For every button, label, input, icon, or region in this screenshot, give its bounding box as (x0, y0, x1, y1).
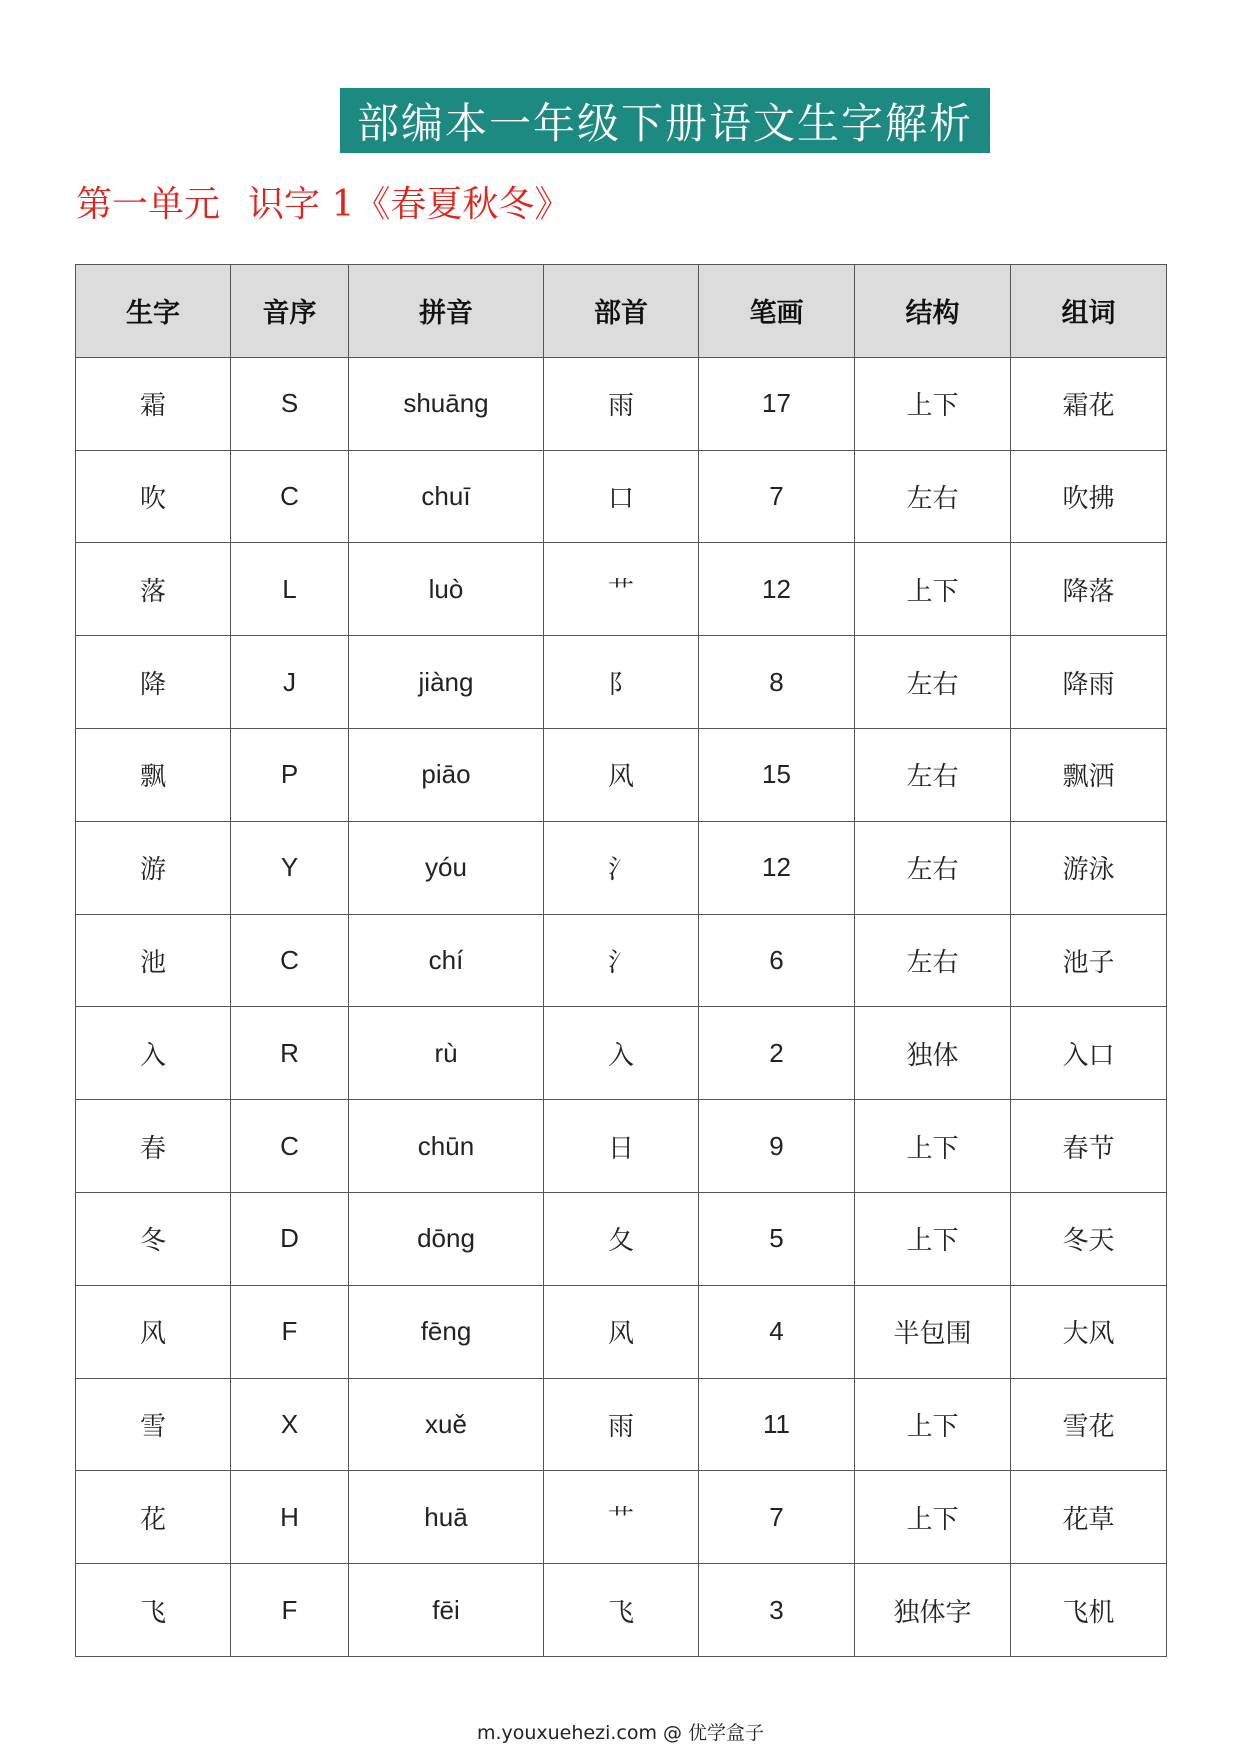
table-row (76, 914, 1167, 1007)
cell-strokes: 15 (699, 728, 855, 821)
cell-structure: 上下 (855, 1100, 1011, 1193)
cell-initial: J (231, 636, 349, 729)
cell-strokes: 12 (699, 543, 855, 636)
cell-structure: 上下 (855, 1192, 1011, 1285)
cell-words: 游泳 (1011, 821, 1167, 914)
cell-pinyin: rù (349, 1007, 544, 1100)
cell-structure: 独体 (855, 1007, 1011, 1100)
cell-words: 雪花 (1011, 1378, 1167, 1471)
cell-character: 霜 (76, 357, 231, 450)
cell-pinyin: huā (349, 1471, 544, 1564)
cell-character: 游 (76, 821, 231, 914)
cell-initial: H (231, 1471, 349, 1564)
cell-initial: F (231, 1564, 349, 1657)
cell-words: 春节 (1011, 1100, 1167, 1193)
cell-pinyin: dōng (349, 1192, 544, 1285)
cell-structure: 上下 (855, 1378, 1011, 1471)
cell-structure: 独体字 (855, 1564, 1011, 1657)
cell-strokes: 6 (699, 914, 855, 1007)
cell-radical: 雨 (544, 357, 699, 450)
cell-words: 降落 (1011, 543, 1167, 636)
column-header-character: 生字 (76, 265, 231, 358)
cell-pinyin: fēng (349, 1285, 544, 1378)
cell-character: 春 (76, 1100, 231, 1193)
cell-initial: C (231, 914, 349, 1007)
table-row (76, 1285, 1167, 1378)
cell-strokes: 3 (699, 1564, 855, 1657)
table-row (76, 728, 1167, 821)
cell-structure: 左右 (855, 450, 1011, 543)
cell-structure: 上下 (855, 357, 1011, 450)
cell-structure: 左右 (855, 728, 1011, 821)
cell-strokes: 11 (699, 1378, 855, 1471)
cell-initial: R (231, 1007, 349, 1100)
cell-strokes: 4 (699, 1285, 855, 1378)
title-banner (340, 88, 990, 153)
cell-initial: F (231, 1285, 349, 1378)
cell-radical: 风 (544, 728, 699, 821)
cell-radical: 艹 (544, 1471, 699, 1564)
cell-initial: D (231, 1192, 349, 1285)
cell-pinyin: shuāng (349, 357, 544, 450)
table-row (76, 636, 1167, 729)
cell-strokes: 7 (699, 1471, 855, 1564)
cell-words: 霜花 (1011, 357, 1167, 450)
cell-character: 落 (76, 543, 231, 636)
table-row (76, 543, 1167, 636)
column-header-words: 组词 (1011, 265, 1167, 358)
cell-structure: 左右 (855, 821, 1011, 914)
cell-pinyin: chūn (349, 1100, 544, 1193)
cell-character: 降 (76, 636, 231, 729)
table-row (76, 1007, 1167, 1100)
cell-structure: 半包围 (855, 1285, 1011, 1378)
cell-strokes: 9 (699, 1100, 855, 1193)
cell-radical: 日 (544, 1100, 699, 1193)
column-header-initial: 音序 (231, 265, 349, 358)
cell-pinyin: yóu (349, 821, 544, 914)
cell-radical: 艹 (544, 543, 699, 636)
cell-character: 风 (76, 1285, 231, 1378)
cell-radical: 雨 (544, 1378, 699, 1471)
cell-words: 吹拂 (1011, 450, 1167, 543)
cell-pinyin: chuī (349, 450, 544, 543)
cell-structure: 上下 (855, 1471, 1011, 1564)
table-body (76, 357, 1167, 1656)
table-row (76, 1192, 1167, 1285)
table-row (76, 1471, 1167, 1564)
cell-radical: 氵 (544, 914, 699, 1007)
cell-initial: X (231, 1378, 349, 1471)
cell-initial: P (231, 728, 349, 821)
cell-strokes: 12 (699, 821, 855, 914)
cell-strokes: 17 (699, 357, 855, 450)
cell-radical: 飞 (544, 1564, 699, 1657)
cell-strokes: 8 (699, 636, 855, 729)
cell-pinyin: piāo (349, 728, 544, 821)
table-row (76, 450, 1167, 543)
column-header-radical: 部首 (544, 265, 699, 358)
lesson-heading (76, 176, 570, 227)
cell-words: 大风 (1011, 1285, 1167, 1378)
cell-radical: 入 (544, 1007, 699, 1100)
cell-structure: 左右 (855, 914, 1011, 1007)
cell-pinyin: jiàng (349, 636, 544, 729)
cell-words: 花草 (1011, 1471, 1167, 1564)
cell-words: 池子 (1011, 914, 1167, 1007)
cell-character: 飞 (76, 1564, 231, 1657)
cell-initial: S (231, 357, 349, 450)
column-header-pinyin: 拼音 (349, 265, 544, 358)
cell-initial: L (231, 543, 349, 636)
table-header-row (76, 265, 1167, 358)
cell-words: 入口 (1011, 1007, 1167, 1100)
column-header-structure: 结构 (855, 265, 1011, 358)
cell-pinyin: fēi (349, 1564, 544, 1657)
cell-strokes: 2 (699, 1007, 855, 1100)
table-row (76, 357, 1167, 450)
cell-words: 降雨 (1011, 636, 1167, 729)
unit-label: 第一单元 (76, 184, 221, 225)
column-header-strokes: 笔画 (699, 265, 855, 358)
lesson-label: 识字 1《春夏秋冬》 (248, 184, 571, 225)
cell-initial: C (231, 450, 349, 543)
table-row (76, 1378, 1167, 1471)
cell-character: 吹 (76, 450, 231, 543)
cell-radical: 口 (544, 450, 699, 543)
cell-radical: 风 (544, 1285, 699, 1378)
cell-pinyin: xuě (349, 1378, 544, 1471)
cell-strokes: 5 (699, 1192, 855, 1285)
cell-structure: 上下 (855, 543, 1011, 636)
cell-strokes: 7 (699, 450, 855, 543)
character-table (75, 264, 1167, 1657)
cell-radical: 氵 (544, 821, 699, 914)
cell-initial: C (231, 1100, 349, 1193)
cell-words: 飘洒 (1011, 728, 1167, 821)
table-row (76, 821, 1167, 914)
cell-character: 冬 (76, 1192, 231, 1285)
cell-structure: 左右 (855, 636, 1011, 729)
cell-words: 冬天 (1011, 1192, 1167, 1285)
cell-radical: 夂 (544, 1192, 699, 1285)
footer-source: m.youxuehezi.com @ 优学盒子 (476, 1722, 765, 1744)
table-row (76, 1100, 1167, 1193)
cell-words: 飞机 (1011, 1564, 1167, 1657)
table-row (76, 1564, 1167, 1657)
cell-radical: 阝 (544, 636, 699, 729)
cell-character: 花 (76, 1471, 231, 1564)
cell-pinyin: chí (349, 914, 544, 1007)
cell-character: 池 (76, 914, 231, 1007)
cell-initial: Y (231, 821, 349, 914)
cell-character: 雪 (76, 1378, 231, 1471)
page-title: 部编本一年级下册语文生字解析 (356, 98, 973, 148)
cell-pinyin: luò (349, 543, 544, 636)
cell-character: 入 (76, 1007, 231, 1100)
cell-character: 飘 (76, 728, 231, 821)
